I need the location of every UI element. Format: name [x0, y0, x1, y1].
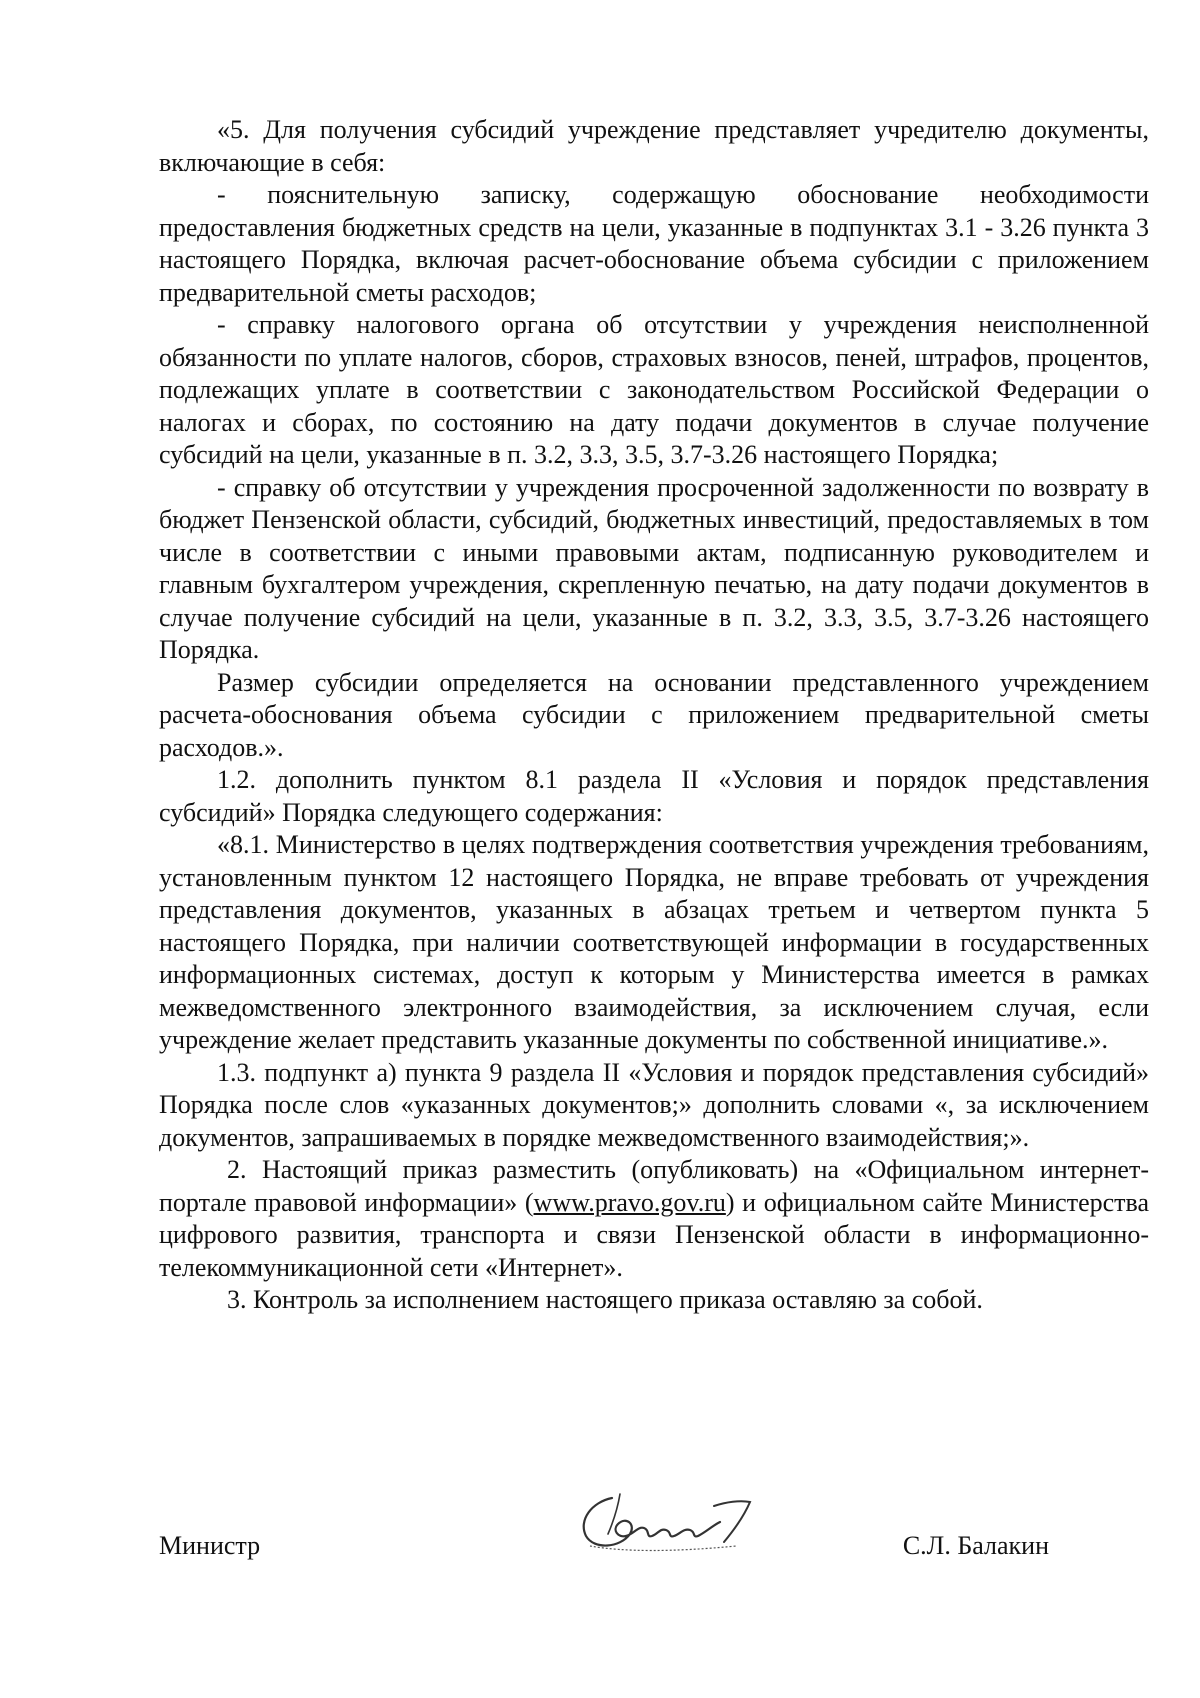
signature-row: [159, 1518, 1049, 1568]
paragraph-explanatory-note: - пояснительную записку, содержащую обоснование необходимости предоставления бюджетных средств на цели, указанные в подпунктах 3.1 - 3.26 пункта 3 настоящего Порядка, включая расчет-обоснование объема субсидии с приложением предварительной сметы расходов;: [159, 180, 1149, 307]
paragraph-debt-certificate: - справку об отсутствии у учреждения просроченной задолженности по возврату в бюджет Пензенской области, субсидий, бюджетных инвестиций, предоставляемых в том числе в соответствии с иными правовыми актам, подписанную руководителем и главным бухгалтером учреждения, скрепленную печатью, на дату подачи документов в случае получение субсидий на цели, указанные в п. 3.2, 3.3, 3.5, 3.7-3.26 настоящего Порядка.: [159, 472, 1149, 664]
paragraph-subsidy-size: Размер субсидии определяется на основании представленного учреждением расчета-обоснования объема субсидии с приложением предварительной сметы расходов.».: [159, 667, 1149, 762]
publish-text-after: ) и официальном сайте Министерства цифрового развития, транспорта и связи Пензенской области в информационно-телекоммуникационной сети «Интернет».: [159, 1187, 1149, 1282]
handwritten-signature: [564, 1476, 764, 1566]
publish-text-before: 2. Настоящий приказ разместить (опубликовать) на «Официальном интернет-портале правовой информации» (: [159, 1155, 1149, 1217]
paragraph-1-3: 1.3. подпункт а) пункта 9 раздела II «Условия и порядок представления субсидий» Порядка после слов «указанных документов;» дополнить словами «, за исключением документов, запрашиваемых в порядке межведомственного взаимодействия;».: [159, 1057, 1149, 1152]
signatory-title: Министр: [159, 1531, 261, 1560]
paragraph-8-1: «8.1. Министерство в целях подтверждения соответствия учреждения требованиям, установленным пунктом 12 настоящего Порядка, не вправе требовать от учреждения представления документов, указанных в абзацах третьем и четвертом пункта 5 настоящего Порядка, при наличии соответствующей информации в государственных информационных системах, доступ к которым у Министерства имеется в рамках межведомственного электронного взаимодействия, за исключением случая, если учреждение желает представить указанные документы по собственной инициативе.».: [159, 830, 1149, 1054]
pravo-gov-link[interactable]: www.pravo.gov.ru: [533, 1187, 726, 1217]
document-body: [159, 114, 1149, 1317]
signatory-name: С.Л. Балакин: [902, 1531, 1049, 1560]
paragraph-control: 3. Контроль за исполнением настоящего приказа оставляю за собой.: [227, 1285, 983, 1314]
paragraph-publish: [159, 1154, 1149, 1284]
paragraph-item-5-intro: «5. Для получения субсидий учреждение представляет учредителю документы, включающие в себя:: [159, 115, 1149, 177]
paragraph-tax-certificate: - справку налогового органа об отсутствии у учреждения неисполненной обязанности по уплате налогов, сборов, страховых взносов, пеней, штрафов, процентов, подлежащих уплате в соответствии с законодательством Российской Федерации о налогах и сборах, по состоянию на дату подачи документов в случае получение субсидий на цели, указанные в п. 3.2, 3.3, 3.5, 3.7-3.26 настоящего Порядка;: [159, 310, 1149, 469]
paragraph-1-2: 1.2. дополнить пунктом 8.1 раздела II «Условия и порядок представления субсидий» Порядка следующего содержания:: [159, 765, 1149, 827]
